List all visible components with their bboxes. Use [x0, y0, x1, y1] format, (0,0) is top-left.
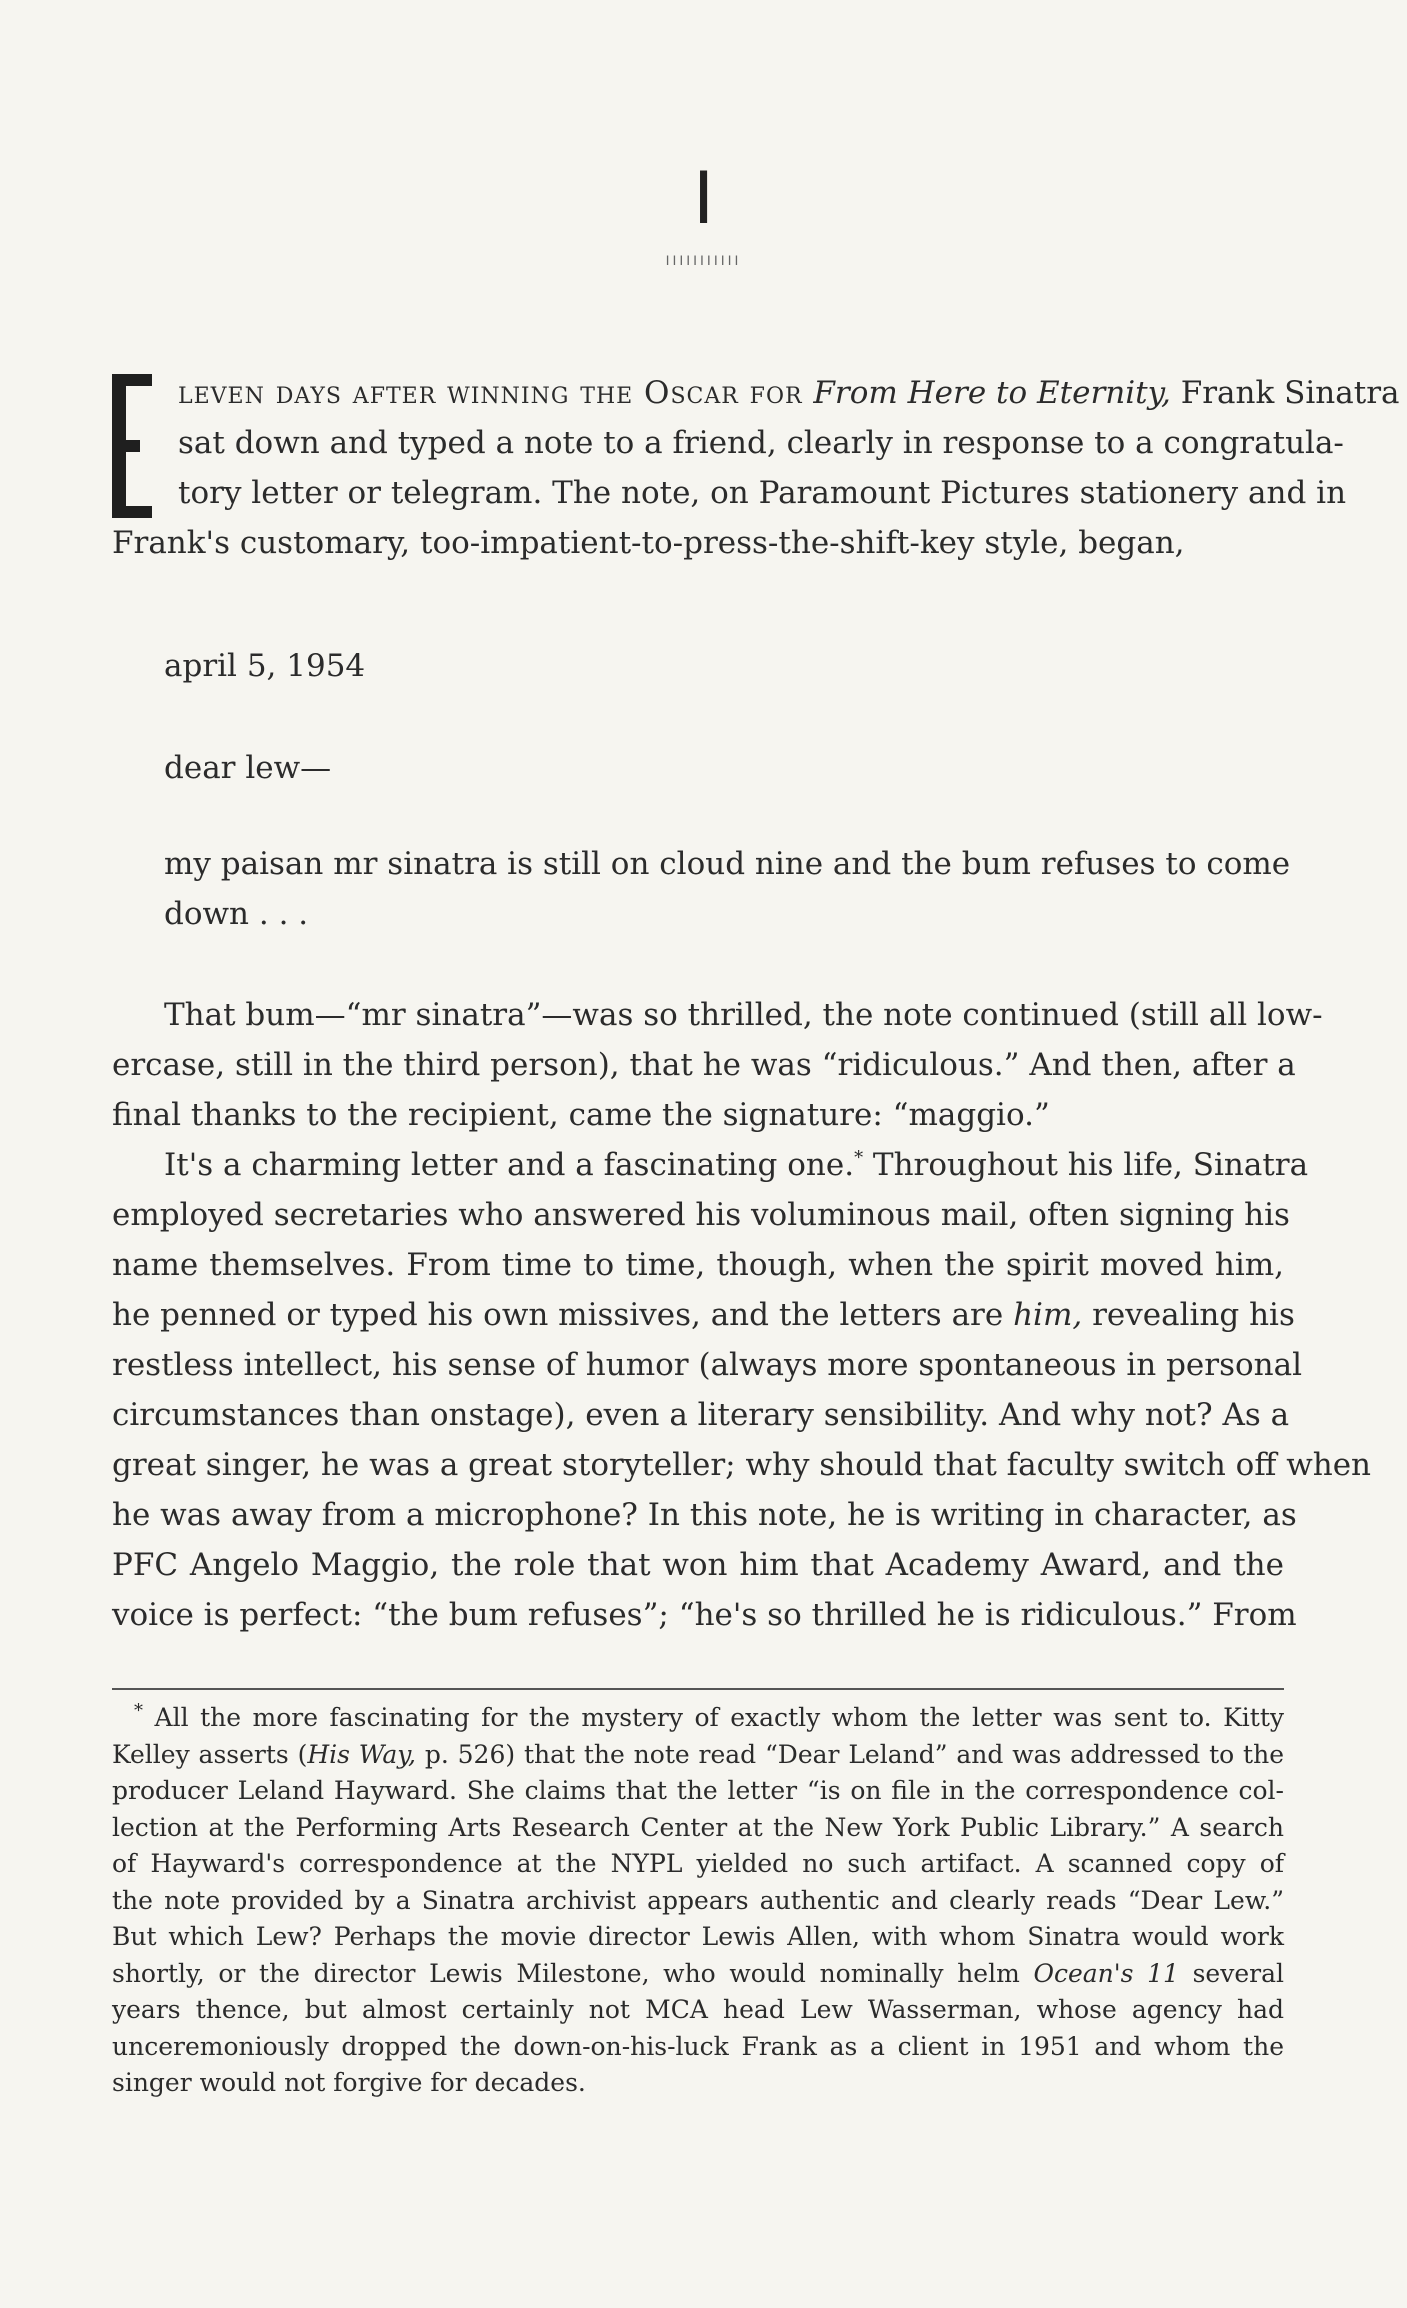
para2-line-1: It's a charming letter and a fascinating one.* Throughout his life, Sinatra [164, 1147, 1309, 1183]
footnote-divider [112, 1688, 1284, 1690]
para1-line-3: final thanks to the recipient, came the signature: “maggio.” [112, 1097, 1050, 1133]
para2-line-2: employed secretaries who answered his voluminous mail, often signing his [112, 1197, 1290, 1233]
para2-line-4: he penned or typed his own missives, and the letters are him, revealing his [112, 1297, 1295, 1333]
opening-line-3: tory letter or telegram. The note, on Paramount Pictures stationery and in [178, 475, 1347, 511]
letter-body-line-1: my paisan mr sinatra is still on cloud nine and the bum refuses to come [164, 846, 1291, 882]
footnote-line-1: * All the more fascinating for the mystery of exactly whom the letter was sent to. Kitty [134, 1700, 1284, 1732]
paragraph-2 [112, 1140, 1372, 1640]
chapter-ornament: IIIIIIIIIII [665, 252, 742, 268]
footnote-line-6: the note provided by a Sinatra archivist appears authentic and clearly reads “Dear Lew.” [112, 1885, 1284, 1915]
para2-line-8: he was away from a microphone? In this note, he is writing in character, as [112, 1497, 1297, 1533]
letter-salutation: dear lew— [164, 750, 332, 786]
letter-date: april 5, 1954 [164, 648, 366, 684]
para2-line-7: great singer, he was a great storyteller; why should that faculty switch off when [112, 1447, 1372, 1483]
footnote-line-9: years thence, but almost certainly not MCA head Lew Wasserman, whose agency had [112, 1995, 1284, 2024]
opening-line-2: sat down and typed a note to a friend, clearly in response to a congratula- [178, 425, 1344, 461]
footnote-line-10: unceremoniously dropped the down-on-his-luck Frank as a client in 1951 and whom the [112, 2031, 1284, 2061]
footnote-line-4: lection at the Performing Arts Research Center at the New York Public Library.” A search [112, 1812, 1284, 1842]
drop-cap-e [112, 374, 164, 518]
footnote-line-3: producer Leland Hayward. She claims that the letter “is on file in the correspondence col- [112, 1776, 1284, 1805]
footnote-marker[interactable]: * [854, 1147, 864, 1169]
para2-line-10: voice is perfect: “the bum refuses”; “he's so thrilled he is ridiculous.” From [112, 1597, 1297, 1633]
para1-line-2: ercase, still in the third person), that he was “ridiculous.” And then, after a [112, 1047, 1296, 1083]
para2-line-6: circumstances than onstage), even a literary sensibility. And why not? As a [112, 1397, 1290, 1433]
para1-line-1: That bum—“mr sinatra”—was so thrilled, the note continued (still all low- [164, 997, 1323, 1033]
footnote-line-8: shortly, or the director Lewis Milestone, who would nominally helm Ocean's 11 several [112, 1958, 1284, 1988]
opening-line-4: Frank's customary, too-impatient-to-press-the-shift-key style, began, [112, 525, 1185, 561]
chapter-number: I [692, 155, 715, 240]
paragraph-1 [112, 990, 1323, 1140]
footnote [112, 1700, 1284, 2102]
footnote-line-5: of Hayward's correspondence at the NYPL yielded no such artifact. A scanned copy of [112, 1849, 1284, 1878]
footnote-line-2: Kelley asserts (His Way, p. 526) that the note read “Dear Leland” and was addressed to the [112, 1739, 1285, 1769]
para2-line-9: PFC Angelo Maggio, the role that won him that Academy Award, and the [112, 1547, 1284, 1583]
footnote-line-11: singer would not forgive for decades. [112, 2068, 586, 2097]
opening-line-1: leven days after winning the Oscar for From Here to Eternity, Frank Sinatra [178, 375, 1400, 411]
para2-line-3: name themselves. From time to time, though, when the spirit moved him, [112, 1247, 1284, 1283]
para2-line-5: restless intellect, his sense of humor (always more spontaneous in personal [112, 1347, 1303, 1383]
letter-body-line-2: down . . . [164, 896, 309, 932]
footnote-line-7: But which Lew? Perhaps the movie director Lewis Allen, with whom Sinatra would work [112, 1922, 1284, 1951]
